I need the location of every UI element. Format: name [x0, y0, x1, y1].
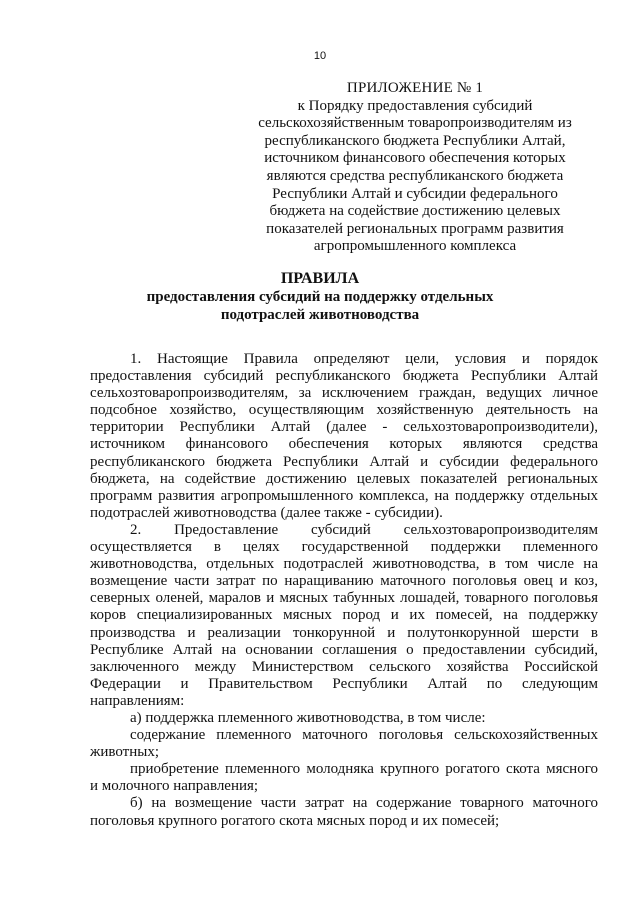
- paragraph-line: направлениям:: [90, 692, 185, 709]
- paragraph-line: Федерации и Правительством Республики Алтай по следующим: [90, 675, 598, 692]
- appendix-line: показателей региональных программ развития: [266, 220, 564, 237]
- paragraph-line: Республике Алтай на основании соглашения о предоставлении субсидий,: [90, 641, 598, 658]
- appendix-header: [245, 80, 585, 256]
- paragraph-line: коров специализированных мясных пород и их помесей, на поддержку: [90, 607, 598, 624]
- document-body: [90, 351, 598, 830]
- document-subtitle: подотраслей животноводства: [220, 307, 420, 323]
- appendix-line: бюджета на содействие достижению целевых: [269, 203, 561, 220]
- paragraph-line: и молочного направления;: [90, 778, 259, 795]
- paragraph-line: б) на возмещение части затрат на содержание товарного маточного: [130, 795, 598, 812]
- paragraph-line: заключенного между Министерством сельского хозяйства Российской: [90, 658, 598, 675]
- paragraph-line: поголовья крупного рогатого скота мясных пород и их помесей;: [90, 812, 500, 829]
- paragraph-line: источником финансового обеспечения которых являются средства: [90, 436, 598, 453]
- paragraph-line: животноводства, отдельных подотраслей животноводства, в том числе на: [90, 556, 598, 573]
- paragraph-line: приобретение племенного молодняка крупного рогатого скота мясного: [130, 761, 598, 778]
- paragraph-line: возмещение части затрат по наращиванию маточного поголовья овец и коз,: [90, 573, 598, 590]
- paragraph-line: 1. Настоящие Правила определяют цели, условия и порядок: [130, 351, 598, 367]
- paragraph-line: сельхозтоваропроизводителям, за исключением граждан, ведущих личное: [90, 385, 598, 402]
- appendix-line: Республики Алтай и субсидии федерального: [272, 185, 558, 202]
- paragraph-line: а) поддержка племенного животноводства, в том числе:: [130, 709, 486, 726]
- appendix-line: республиканского бюджета Республики Алтай,: [264, 132, 566, 149]
- paragraph-line: подотраслей животноводства (далее также - субсидии).: [90, 504, 443, 521]
- paragraph-line: 2. Предоставление субсидий сельхозтоваропроизводителям: [130, 521, 598, 538]
- page-number: 10: [313, 50, 327, 62]
- paragraph-line: программ развития агропромышленного комплекса, на поддержку отдельных: [90, 487, 598, 504]
- paragraph-line: северных оленей, маралов и мясных табунных лошадей, товарного поголовья: [90, 590, 598, 607]
- paragraph-line: бюджета, на содействие достижению целевых показателей региональных: [90, 470, 598, 487]
- paragraph-line: производства и реализации тонкорунной и полутонкорунной шерсти в: [90, 624, 598, 641]
- paragraph-line: животных;: [90, 744, 160, 761]
- paragraph-line: осуществляется в целях государственной поддержки племенного: [90, 539, 598, 556]
- paragraph-line: предоставления субсидий республиканского бюджета Республики Алтай: [90, 368, 598, 385]
- appendix-title: ПРИЛОЖЕНИЕ № 1: [346, 80, 484, 96]
- paragraph-line: подсобное хозяйство, осуществляющим хозяйственную деятельность на: [90, 402, 598, 419]
- document-title: ПРАВИЛА: [280, 270, 360, 287]
- appendix-line: являются средства республиканского бюджета: [266, 167, 564, 184]
- appendix-line: сельскохозяйственным товаропроизводителям из: [258, 115, 572, 132]
- paragraph-line: республиканского бюджета Республики Алтай и субсидии федерального: [90, 453, 598, 470]
- document-subtitle: предоставления субсидий на поддержку отдельных: [146, 289, 494, 305]
- appendix-line: к Порядку предоставления субсидий: [297, 97, 533, 114]
- paragraph-line: территории Республики Алтай (далее - сельхозтоваропроизводители),: [90, 419, 598, 436]
- appendix-line: агропромышленного комплекса: [313, 238, 517, 255]
- paragraph-line: содержание племенного маточного поголовья сельскохозяйственных: [130, 727, 598, 744]
- appendix-line: источником финансового обеспечения которых: [264, 150, 566, 167]
